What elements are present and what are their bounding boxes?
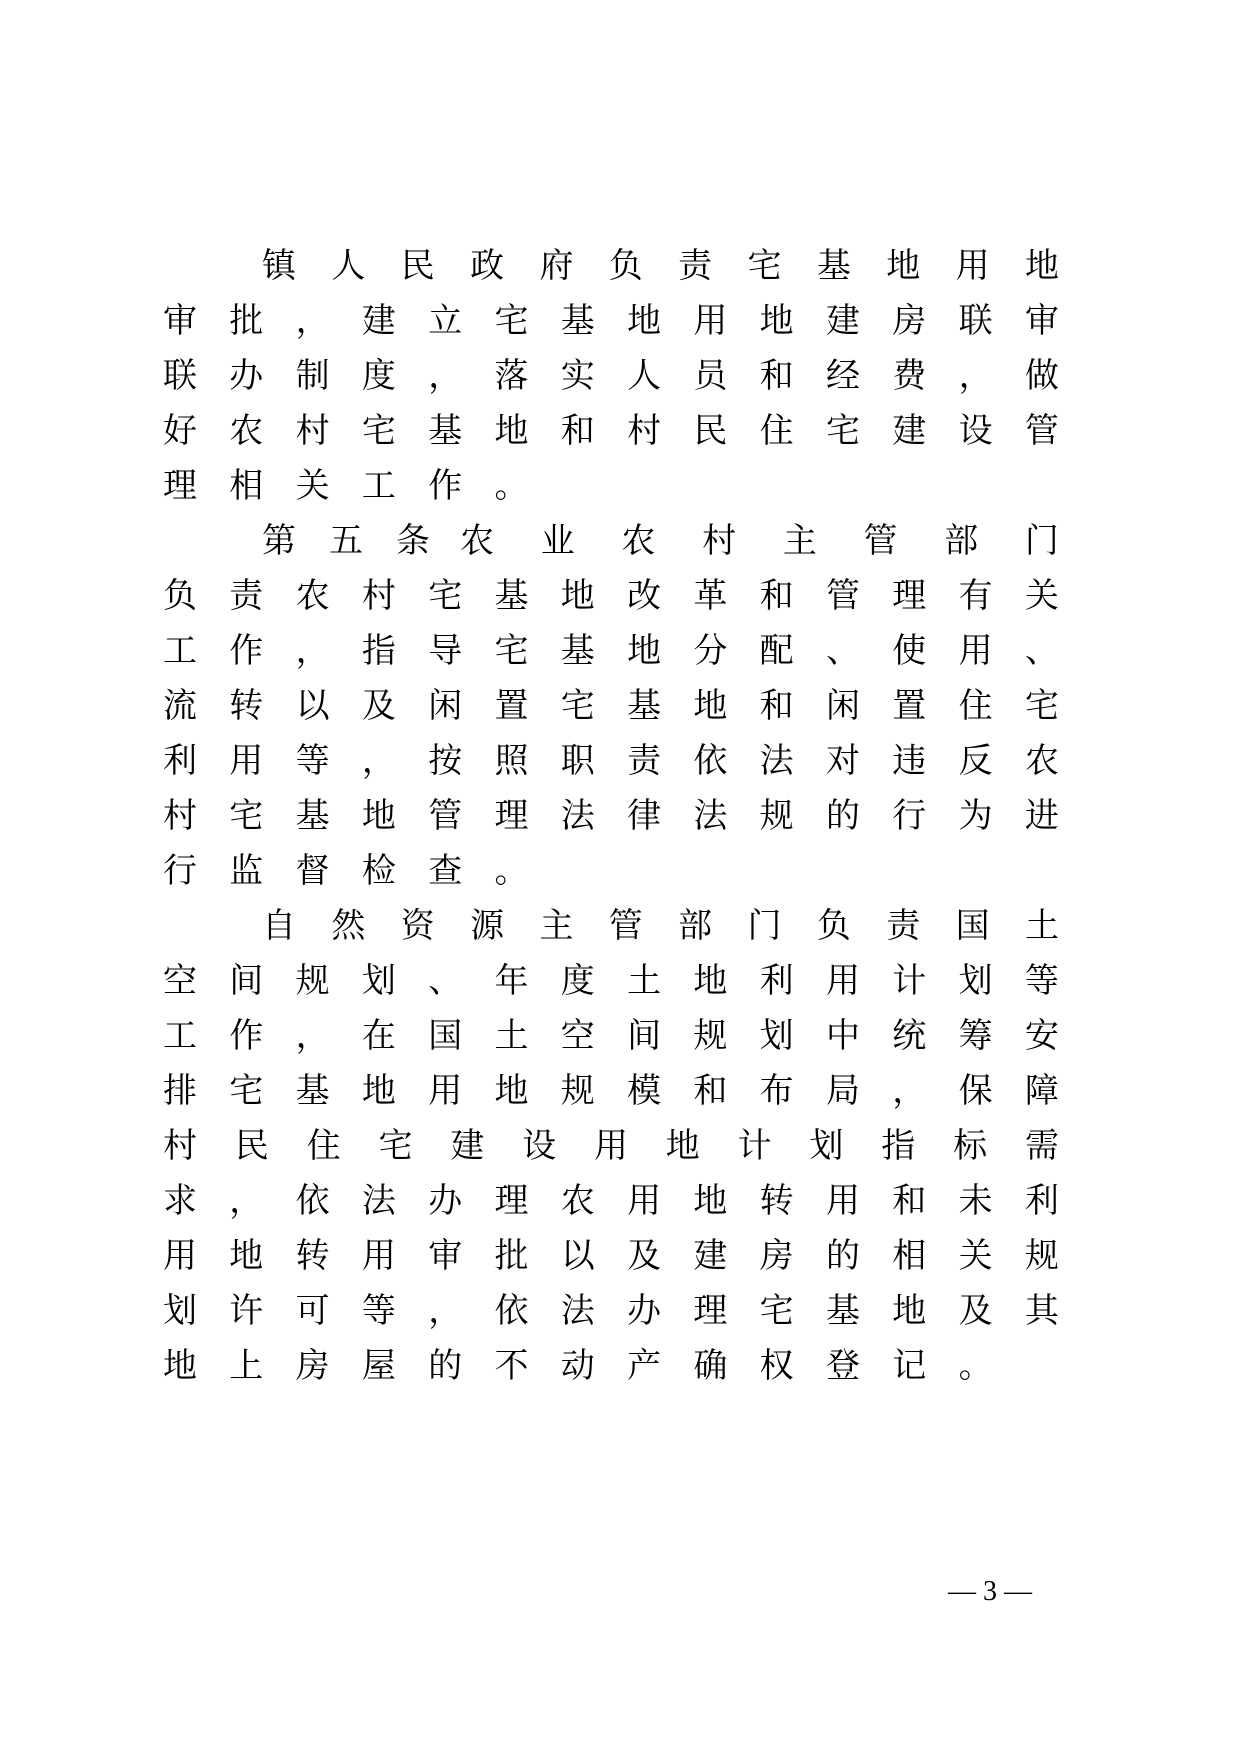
text-char: 不 — [494, 1346, 529, 1386]
text-char: 、 — [428, 961, 463, 1001]
text-char: 宅 — [560, 686, 595, 726]
text-char: 条 — [396, 521, 430, 561]
text-char: 关 — [958, 1236, 993, 1276]
text-char: 理 — [494, 796, 529, 836]
text-char: 设 — [522, 1126, 557, 1166]
text-char: 空 — [560, 1016, 595, 1056]
text-char: 宅 — [759, 1291, 794, 1331]
text-char: 规 — [1024, 1236, 1059, 1276]
text-char: 及 — [627, 1236, 662, 1276]
text-char: 度 — [560, 961, 595, 1001]
text-char: 地 — [627, 631, 662, 671]
text-char: 落 — [494, 356, 529, 396]
text-char: 间 — [229, 961, 264, 1001]
text-char: 宅 — [428, 576, 463, 616]
article-label — [262, 516, 430, 566]
text-char: 规 — [295, 961, 330, 1001]
text-char: 置 — [494, 686, 529, 726]
text-line — [163, 1341, 1059, 1391]
text-char: ， — [892, 1071, 927, 1111]
text-char: 工 — [361, 466, 396, 506]
text-char: 村 — [702, 521, 737, 561]
text-char: 许 — [229, 1291, 264, 1331]
text-char: 村 — [361, 576, 396, 616]
text-char: 行 — [163, 851, 197, 891]
text-char: 统 — [892, 1016, 927, 1056]
text-char: 查 — [428, 851, 463, 891]
text-char: 住 — [306, 1126, 341, 1166]
text-char: 以 — [295, 686, 330, 726]
text-char: 利 — [1024, 1181, 1059, 1221]
text-char: 农 — [229, 411, 264, 451]
text-char: 法 — [759, 741, 794, 781]
text-char: 法 — [693, 796, 728, 836]
text-char: 督 — [295, 851, 330, 891]
text-char: 负 — [608, 246, 643, 286]
text-char: 工 — [163, 631, 197, 671]
text-char: ， — [295, 631, 330, 671]
text-char: 资 — [400, 906, 435, 946]
text-char: 法 — [560, 1291, 595, 1331]
text-char: 和 — [759, 356, 794, 396]
text-char: 批 — [494, 1236, 529, 1276]
text-char: 宅 — [378, 1126, 413, 1166]
text-char: 自 — [262, 906, 296, 946]
text-char: 权 — [759, 1346, 794, 1386]
text-char: 地 — [627, 301, 662, 341]
text-char: 相 — [892, 1236, 927, 1276]
text-char: 制 — [295, 356, 330, 396]
text-char: 用 — [593, 1126, 628, 1166]
text-char: 人 — [331, 246, 366, 286]
text-char: 反 — [958, 741, 993, 781]
text-char: 地 — [693, 686, 728, 726]
text-char: 国 — [428, 1016, 463, 1056]
text-char: 建 — [825, 301, 860, 341]
text-line — [163, 626, 1059, 676]
text-char: 用 — [163, 1236, 197, 1276]
text-char: 闲 — [825, 686, 860, 726]
text-char: 和 — [759, 576, 794, 616]
text-char: 村 — [295, 411, 330, 451]
text-char: 记 — [892, 1346, 927, 1386]
text-line — [163, 846, 1059, 896]
text-char: 门 — [1024, 521, 1059, 561]
text-char: 业 — [540, 521, 575, 561]
text-char: 村 — [163, 796, 197, 836]
text-char: 地 — [693, 1181, 728, 1221]
text-char: 基 — [494, 576, 529, 616]
text-char: 地 — [163, 1346, 197, 1386]
text-char: 员 — [693, 356, 728, 396]
text-char: 的 — [428, 1346, 463, 1386]
text-char: 建 — [892, 411, 927, 451]
text-char: 用 — [693, 301, 728, 341]
text-char: 基 — [816, 246, 851, 286]
text-char: 设 — [958, 411, 993, 451]
text-char: 地 — [361, 796, 396, 836]
text-char: 负 — [163, 576, 197, 616]
text-char: 宅 — [494, 301, 529, 341]
text-char: 行 — [892, 796, 927, 836]
text-char: 分 — [693, 631, 728, 671]
text-char: 批 — [229, 301, 264, 341]
text-char: 筹 — [958, 1016, 993, 1056]
text-char: 基 — [560, 301, 595, 341]
text-char: 地 — [361, 1071, 396, 1111]
text-char: 民 — [234, 1126, 269, 1166]
text-char: 办 — [627, 1291, 662, 1331]
text-char: 基 — [295, 1071, 330, 1111]
text-char: 规 — [560, 1071, 595, 1111]
text-char: 。 — [494, 851, 529, 891]
text-char: 地 — [494, 411, 529, 451]
text-char: 审 — [163, 301, 197, 341]
text-char: 地 — [494, 1071, 529, 1111]
text-char: 建 — [693, 1236, 728, 1276]
text-char: 民 — [400, 246, 435, 286]
text-char: 用 — [361, 1236, 396, 1276]
text-char: 安 — [1024, 1016, 1059, 1056]
text-char: 监 — [229, 851, 264, 891]
text-char: 闲 — [428, 686, 463, 726]
text-char: 宅 — [494, 631, 529, 671]
text-char: 未 — [958, 1181, 993, 1221]
text-char: 审 — [428, 1236, 463, 1276]
text-char: 然 — [331, 906, 366, 946]
text-char: 计 — [892, 961, 927, 1001]
text-char: 等 — [1024, 961, 1059, 1001]
text-char: 审 — [1024, 301, 1059, 341]
text-char: 动 — [560, 1346, 595, 1386]
text-char: ， — [229, 1181, 264, 1221]
text-char: 关 — [295, 466, 330, 506]
text-char: 以 — [560, 1236, 595, 1276]
text-char: 房 — [295, 1346, 330, 1386]
text-char: 间 — [627, 1016, 662, 1056]
text-char: 划 — [958, 961, 993, 1001]
text-char: 宅 — [229, 796, 264, 836]
text-char: 和 — [892, 1181, 927, 1221]
text-char: 村 — [627, 411, 662, 451]
text-char: 村 — [163, 1126, 197, 1166]
text-char: 指 — [881, 1126, 916, 1166]
text-char: 转 — [759, 1181, 794, 1221]
text-char: 、 — [825, 631, 860, 671]
text-char: 政 — [470, 246, 505, 286]
text-char: 办 — [229, 356, 264, 396]
text-char: 违 — [892, 741, 927, 781]
text-char: ， — [361, 741, 396, 781]
text-char: 布 — [759, 1071, 794, 1111]
text-char: 作 — [229, 1016, 264, 1056]
text-char: 费 — [892, 356, 927, 396]
text-char: 进 — [1024, 796, 1059, 836]
text-char: 农 — [1024, 741, 1059, 781]
text-char: 用 — [955, 246, 990, 286]
text-char: 土 — [627, 961, 662, 1001]
text-char: 改 — [627, 576, 662, 616]
text-char: 主 — [539, 906, 574, 946]
text-char: 农 — [621, 521, 656, 561]
text-char: 主 — [782, 521, 817, 561]
text-line — [163, 956, 1059, 1006]
text-char: 转 — [295, 1236, 330, 1276]
text-char: 保 — [958, 1071, 993, 1111]
text-char: 确 — [693, 1346, 728, 1386]
text-char: 人 — [627, 356, 662, 396]
text-char: 基 — [560, 631, 595, 671]
text-char: 农 — [560, 1181, 595, 1221]
text-char: 上 — [229, 1346, 264, 1386]
text-char: 责 — [627, 741, 662, 781]
text-char: 地 — [693, 961, 728, 1001]
text-char: 产 — [627, 1346, 662, 1386]
text-char: 房 — [892, 301, 927, 341]
text-char: 管 — [608, 906, 643, 946]
text-char: 依 — [494, 1291, 529, 1331]
text-char: ， — [295, 301, 330, 341]
text-char: 责 — [678, 246, 713, 286]
text-char: 规 — [759, 796, 794, 836]
text-char: 排 — [163, 1071, 197, 1111]
text-line — [163, 461, 1059, 511]
text-line — [163, 736, 1059, 786]
text-char: 划 — [809, 1126, 844, 1166]
text-char: 住 — [958, 686, 993, 726]
text-char: 农 — [295, 576, 330, 616]
text-char: 基 — [825, 1291, 860, 1331]
text-char: 求 — [163, 1181, 197, 1221]
text-char: 有 — [958, 576, 993, 616]
text-char: 为 — [958, 796, 993, 836]
text-char: 经 — [825, 356, 860, 396]
text-char: 管 — [825, 576, 860, 616]
text-char: 流 — [163, 686, 197, 726]
text-char: 。 — [958, 1346, 993, 1386]
text-char: 用 — [825, 1181, 860, 1221]
text-char: 基 — [295, 796, 330, 836]
text-char: 关 — [1024, 576, 1059, 616]
text-char: 及 — [958, 1291, 993, 1331]
text-char: 登 — [825, 1346, 860, 1386]
text-char: 做 — [1024, 356, 1059, 396]
text-char: ， — [295, 1016, 330, 1056]
text-line — [163, 351, 1059, 401]
text-char: 中 — [825, 1016, 860, 1056]
text-char: 地 — [1024, 246, 1059, 286]
text-char: 其 — [1024, 1291, 1059, 1331]
text-line — [262, 241, 1059, 291]
text-char: 的 — [825, 796, 860, 836]
text-char: 利 — [163, 741, 197, 781]
text-char: 可 — [295, 1291, 330, 1331]
text-char: 部 — [678, 906, 713, 946]
article-heading-line — [262, 516, 1059, 566]
text-char: 第 — [262, 521, 296, 561]
text-char: ， — [428, 356, 463, 396]
text-char: 地 — [886, 246, 921, 286]
text-char: 和 — [560, 411, 595, 451]
text-char: 房 — [759, 1236, 794, 1276]
text-char: 照 — [494, 741, 529, 781]
text-char: 局 — [825, 1071, 860, 1111]
text-char: 、 — [1024, 631, 1059, 671]
text-char: 地 — [560, 576, 595, 616]
text-char: 划 — [361, 961, 396, 1001]
text-char: 建 — [361, 301, 396, 341]
text-char: 年 — [494, 961, 529, 1001]
text-char: 职 — [560, 741, 595, 781]
text-char: 管 — [428, 796, 463, 836]
text-char: 作 — [229, 631, 264, 671]
text-char: 导 — [428, 631, 463, 671]
text-char: 用 — [229, 741, 264, 781]
text-char: 革 — [693, 576, 728, 616]
text-char: 理 — [163, 466, 197, 506]
text-char: 。 — [494, 466, 529, 506]
text-char: 屋 — [361, 1346, 396, 1386]
text-char: 障 — [1024, 1071, 1059, 1111]
text-char: 地 — [892, 1291, 927, 1331]
text-char: 用 — [958, 631, 993, 671]
text-char: 检 — [361, 851, 396, 891]
text-char: 办 — [428, 1181, 463, 1221]
text-char: 府 — [539, 246, 574, 286]
text-char: 基 — [428, 411, 463, 451]
text-line — [163, 1286, 1059, 1336]
text-char: 对 — [825, 741, 860, 781]
text-char: 地 — [759, 301, 794, 341]
text-char: 依 — [693, 741, 728, 781]
text-char: 在 — [361, 1016, 396, 1056]
text-line — [163, 406, 1059, 456]
text-char: 土 — [494, 1016, 529, 1056]
text-char: 工 — [163, 1016, 197, 1056]
text-line — [262, 901, 1059, 951]
text-line — [163, 681, 1059, 731]
text-char: 法 — [361, 1181, 396, 1221]
text-char: 源 — [470, 906, 505, 946]
text-char: 国 — [955, 906, 990, 946]
text-char: 地 — [665, 1126, 700, 1166]
text-char: 按 — [428, 741, 463, 781]
text-char: 部 — [944, 521, 979, 561]
text-char: 门 — [747, 906, 782, 946]
text-char: 责 — [229, 576, 264, 616]
text-char: 置 — [892, 686, 927, 726]
text-char: 律 — [627, 796, 662, 836]
text-char: 法 — [560, 796, 595, 836]
text-char: 和 — [693, 1071, 728, 1111]
text-char: 实 — [560, 356, 595, 396]
text-char: 土 — [1024, 906, 1059, 946]
text-char: 及 — [361, 686, 396, 726]
text-char: 理 — [494, 1181, 529, 1221]
text-char: 依 — [295, 1181, 330, 1221]
text-char: ， — [958, 356, 993, 396]
text-char: 使 — [892, 631, 927, 671]
text-line — [163, 1231, 1059, 1281]
text-char: 民 — [693, 411, 728, 451]
text-char: 联 — [958, 301, 993, 341]
text-char: 配 — [759, 631, 794, 671]
text-char: 宅 — [825, 411, 860, 451]
article-text — [460, 516, 1059, 566]
text-char: 五 — [329, 521, 363, 561]
text-char: 规 — [693, 1016, 728, 1056]
text-char: 等 — [361, 1291, 396, 1331]
text-char: 住 — [759, 411, 794, 451]
text-char: 宅 — [747, 246, 782, 286]
text-char: 地 — [229, 1236, 264, 1276]
text-char: 用 — [825, 961, 860, 1001]
text-char: 模 — [627, 1071, 662, 1111]
text-char: 标 — [953, 1126, 988, 1166]
text-char: 作 — [428, 466, 463, 506]
text-char: 用 — [627, 1181, 662, 1221]
text-char: ， — [428, 1291, 463, 1331]
text-line — [163, 1011, 1059, 1061]
text-line — [163, 1121, 1059, 1171]
text-char: 立 — [428, 301, 463, 341]
text-char: 指 — [361, 631, 396, 671]
text-char: 管 — [863, 521, 898, 561]
text-line — [163, 296, 1059, 346]
text-char: 理 — [693, 1291, 728, 1331]
text-char: 相 — [229, 466, 264, 506]
page-number: — 3 — — [948, 1576, 1032, 1607]
text-char: 宅 — [361, 411, 396, 451]
text-char: 需 — [1024, 1126, 1059, 1166]
text-char: 等 — [295, 741, 330, 781]
text-char: 镇 — [262, 246, 296, 286]
text-char: 度 — [361, 356, 396, 396]
text-char: 联 — [163, 356, 197, 396]
text-char: 宅 — [229, 1071, 264, 1111]
text-char: 的 — [825, 1236, 860, 1276]
text-char: 划 — [759, 1016, 794, 1056]
text-line — [163, 1066, 1059, 1116]
text-char: 基 — [627, 686, 662, 726]
text-char: 用 — [428, 1071, 463, 1111]
text-char: 利 — [759, 961, 794, 1001]
text-char: 和 — [759, 686, 794, 726]
text-char: 划 — [163, 1291, 197, 1331]
text-char: 理 — [892, 576, 927, 616]
text-char: 空 — [163, 961, 197, 1001]
text-char: 转 — [229, 686, 264, 726]
text-line — [163, 571, 1059, 621]
text-char: 建 — [450, 1126, 485, 1166]
text-line — [163, 1176, 1059, 1226]
text-line — [163, 791, 1059, 841]
text-char: 责 — [886, 906, 921, 946]
text-char: 农 — [460, 521, 494, 561]
text-char: 计 — [737, 1126, 772, 1166]
text-char: 好 — [163, 411, 197, 451]
text-char: 管 — [1024, 411, 1059, 451]
text-char: 负 — [816, 906, 851, 946]
text-char: 宅 — [1024, 686, 1059, 726]
